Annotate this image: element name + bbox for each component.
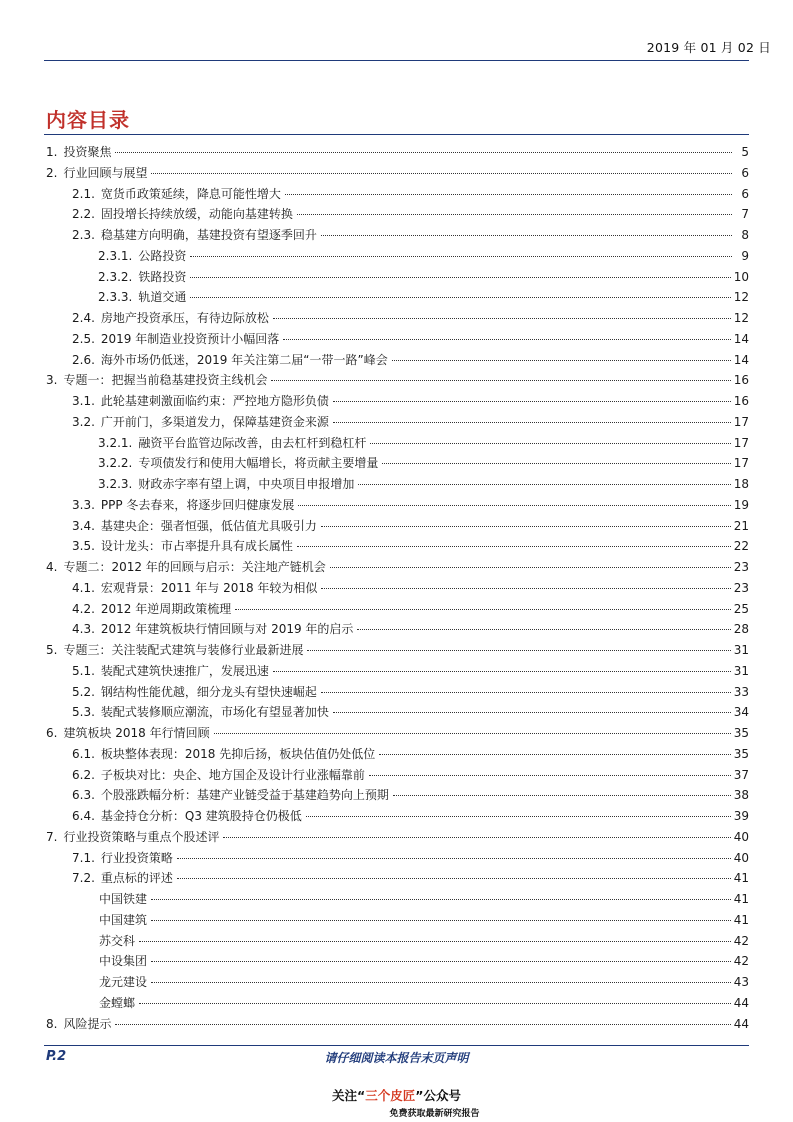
toc-dot-leader	[115, 152, 732, 153]
toc-entry-title: 中国铁建	[99, 892, 148, 906]
toc-entry-page: 6	[741, 165, 749, 180]
toc-entry-page: 42	[733, 954, 749, 969]
toc-entry[interactable]	[44, 578, 749, 599]
toc-entry-page: 37	[733, 767, 749, 782]
toc-entry-number: 2.3.	[72, 228, 95, 242]
toc-dot-leader	[235, 609, 730, 610]
toc-entry-page: 39	[733, 809, 749, 823]
toc-entry-title: 金螳螂	[99, 995, 136, 1010]
toc-entry-number: 2.3.3.	[98, 290, 133, 305]
toc-entry[interactable]	[44, 889, 749, 910]
toc-entry-title: 行业投资策略	[100, 850, 173, 865]
toc-entry-title: 财政赤字率有望上调，中央项目申报增加	[138, 477, 355, 491]
toc-entry-number: 6.4.	[72, 809, 95, 823]
toc-dot-leader	[330, 567, 731, 568]
toc-entry-number: 3.2.2.	[98, 456, 133, 471]
toc-dot-leader	[307, 650, 730, 651]
toc-entry-page: 7	[741, 207, 749, 222]
toc-entry[interactable]	[44, 142, 749, 163]
toc-dot-leader	[285, 194, 732, 195]
toc-entry-title: 轨道交通	[138, 290, 187, 305]
toc-dot-leader	[151, 982, 731, 983]
toc-entry[interactable]	[44, 536, 749, 557]
toc-entry-number: 7.2.	[72, 871, 95, 886]
toc-dot-leader	[177, 858, 731, 859]
toc-entry-page: 22	[733, 539, 749, 554]
toc-dot-leader	[357, 629, 730, 630]
toc-entry-number: 2.3.2.	[98, 269, 133, 284]
toc-entry-title: 装配式建筑快速推广，发展迅速	[100, 663, 269, 678]
toc-entry-number: 3.3.	[72, 497, 95, 512]
toc-entry-page: 35	[733, 746, 749, 761]
toc-entry-title: 基金持仓分析：Q3 建筑股持仓仍极低	[100, 809, 302, 823]
toc-entry-title: 2019 年制造业投资预计小幅回落	[100, 331, 280, 346]
toc-entry[interactable]	[44, 391, 749, 412]
toc-entry-page: 9	[741, 248, 749, 263]
toc-dot-leader	[151, 920, 731, 921]
footer-divider	[44, 1045, 749, 1046]
toc-entry[interactable]	[44, 246, 749, 267]
report-date: 2019 年 01 月 02 日	[646, 40, 771, 55]
toc-entry-page: 21	[733, 518, 749, 533]
toc-entry-page: 41	[733, 892, 749, 906]
toc-entry[interactable]	[44, 640, 749, 661]
toc-entry-number: 6.	[46, 726, 58, 740]
toc-entry[interactable]	[44, 495, 749, 516]
toc-entry-page: 17	[733, 456, 749, 471]
toc-entry-title: 中设集团	[99, 954, 148, 969]
toc-entry-title: 专题二：2012 年的回顾与启示：关注地产链机会	[63, 560, 326, 574]
toc-entry-page: 44	[733, 1016, 749, 1031]
toc-entry-number: 3.2.3.	[98, 477, 133, 491]
toc-entry-number: 3.5.	[72, 539, 95, 554]
toc-entry-page: 23	[733, 580, 749, 595]
toc-entry[interactable]	[44, 557, 749, 578]
toc-entry-number: 2.	[46, 165, 58, 180]
table-of-contents	[44, 142, 749, 1034]
toc-entry[interactable]	[44, 308, 749, 329]
toc-entry-page: 43	[733, 975, 749, 989]
disclaimer-text: 请仔细阅读本报告末页声明	[324, 1051, 469, 1065]
toc-dot-leader	[297, 214, 732, 215]
toc-entry-number: 4.1.	[72, 580, 95, 595]
toc-dot-leader	[393, 795, 731, 796]
toc-entry-number: 6.3.	[72, 788, 95, 803]
toc-entry-page: 42	[733, 933, 749, 948]
toc-dot-leader	[333, 712, 731, 713]
page-number: P.2	[46, 1049, 67, 1064]
toc-entry-page: 12	[733, 290, 749, 305]
watermark-highlight: 三个皮匠	[365, 1088, 416, 1103]
toc-entry[interactable]	[44, 329, 749, 350]
toc-entry[interactable]	[44, 619, 749, 640]
toc-dot-leader	[273, 318, 731, 319]
toc-dot-leader	[321, 588, 730, 589]
toc-entry[interactable]	[44, 682, 749, 703]
watermark-subline: 免费获取最新研究报告	[389, 1109, 480, 1119]
toc-entry-page: 18	[733, 477, 749, 491]
toc-entry-title: 苏交科	[99, 933, 136, 948]
toc-entry-number: 5.	[46, 643, 58, 657]
toc-dot-leader	[190, 297, 730, 298]
toc-entry-title: 2012 年逆周期政策梳理	[100, 601, 232, 616]
toc-entry-title: 此轮基建刺激面临约束：严控地方隐形负债	[100, 394, 329, 408]
toc-dot-leader	[369, 775, 731, 776]
toc-dot-leader	[382, 463, 730, 464]
toc-dot-leader	[139, 1003, 731, 1004]
toc-entry-page: 8	[741, 228, 749, 242]
toc-entry-title: 个股涨跌幅分析：基建产业链受益于基建趋势向上预期	[100, 788, 389, 803]
toc-entry[interactable]	[44, 599, 749, 620]
toc-dot-leader	[283, 339, 730, 340]
toc-entry[interactable]	[44, 287, 749, 308]
toc-entry-number: 3.2.1.	[98, 435, 133, 450]
toc-dot-leader	[321, 526, 731, 527]
toc-entry-page: 16	[733, 394, 749, 408]
toc-dot-leader	[297, 546, 731, 547]
toc-entry[interactable]	[44, 204, 749, 225]
watermark-line	[0, 1086, 793, 1104]
toc-entry-number: 4.2.	[72, 601, 95, 616]
toc-dot-leader	[151, 899, 731, 900]
toc-entry-title: 龙元建设	[99, 975, 148, 989]
toc-entry-number: 7.	[46, 829, 58, 844]
toc-entry-title: 投资聚焦	[63, 145, 112, 159]
toc-entry[interactable]	[44, 433, 749, 454]
toc-entry-title: 房地产投资承压，有待边际放松	[100, 311, 269, 325]
toc-entry-number: 3.1.	[72, 394, 95, 408]
toc-entry-page: 34	[733, 705, 749, 720]
toc-dot-leader	[370, 443, 730, 444]
toc-entry[interactable]	[44, 453, 749, 474]
toc-entry-page: 17	[733, 414, 749, 429]
toc-entry-number: 3.	[46, 373, 58, 388]
toc-entry-title: 行业回顾与展望	[63, 165, 148, 180]
toc-entry-title: 融资平台监管边际改善，由去杠杆到稳杠杆	[138, 435, 367, 450]
toc-dot-leader	[177, 878, 731, 879]
toc-entry-page: 41	[733, 912, 749, 927]
toc-entry[interactable]	[44, 951, 749, 972]
toc-entry[interactable]	[44, 370, 749, 391]
toc-entry-page: 40	[733, 850, 749, 865]
toc-entry-title: 公路投资	[138, 248, 187, 263]
toc-entry[interactable]	[44, 723, 749, 744]
toc-dot-leader	[190, 256, 732, 257]
toc-entry-number: 5.2.	[72, 684, 95, 699]
toc-entry-title: 钢结构性能优越，细分龙头有望快速崛起	[100, 684, 317, 699]
toc-entry-title: 子板块对比：央企、地方国企及设计行业涨幅靠前	[100, 767, 365, 782]
toc-entry-title: 装配式装修顺应潮流，市场化有望显著加快	[100, 705, 329, 720]
toc-entry-page: 31	[733, 643, 749, 657]
toc-entry-title: 风险提示	[63, 1016, 112, 1031]
toc-entry-page: 19	[733, 497, 749, 512]
watermark-prefix: 关注“	[332, 1088, 366, 1103]
toc-entry-number: 8.	[46, 1016, 58, 1031]
toc-entry[interactable]	[44, 702, 749, 723]
toc-entry-title: 铁路投资	[138, 269, 187, 284]
toc-entry-number: 2.3.1.	[98, 248, 133, 263]
toc-entry-page: 17	[733, 435, 749, 450]
toc-entry-title: 固投增长持续放缓，动能向基建转换	[100, 207, 293, 222]
toc-entry-title: 专题一：把握当前稳基建投资主线机会	[63, 373, 268, 388]
toc-entry[interactable]	[44, 661, 749, 682]
toc-entry-title: 设计龙头：市占率提升具有成长属性	[100, 539, 293, 554]
toc-entry-page: 38	[733, 788, 749, 803]
toc-entry-title: 海外市场仍低迷，2019 年关注第二届“一带一路”峰会	[100, 352, 388, 367]
toc-entry-page: 6	[741, 186, 749, 201]
toc-entry[interactable]	[44, 225, 749, 246]
toc-dot-leader	[139, 941, 731, 942]
toc-entry-page: 31	[733, 663, 749, 678]
toc-entry-page: 10	[733, 269, 749, 284]
toc-entry-number: 5.1.	[72, 663, 95, 678]
toc-entry-page: 25	[733, 601, 749, 616]
toc-entry-title: 稳基建方向明确，基建投资有望逐季回升	[100, 228, 317, 242]
toc-title: 内容目录	[46, 108, 130, 132]
toc-entry[interactable]	[44, 827, 749, 848]
toc-entry-number: 7.1.	[72, 850, 95, 865]
toc-entry-title: 板块整体表现：2018 先抑后扬，板块估值仍处低位	[100, 746, 376, 761]
toc-entry[interactable]	[44, 1014, 749, 1035]
toc-entry[interactable]	[44, 910, 749, 931]
toc-entry[interactable]	[44, 163, 749, 184]
toc-entry-page: 5	[741, 145, 749, 159]
toc-entry-number: 5.3.	[72, 705, 95, 720]
toc-entry-page: 40	[733, 829, 749, 844]
toc-entry[interactable]	[44, 412, 749, 433]
toc-entry[interactable]	[44, 267, 749, 288]
toc-entry-page: 33	[733, 684, 749, 699]
toc-dot-leader	[190, 277, 730, 278]
toc-dot-leader	[214, 733, 731, 734]
toc-entry[interactable]	[44, 806, 749, 827]
toc-entry-number: 4.	[46, 560, 58, 574]
toc-entry[interactable]	[44, 516, 749, 537]
toc-dot-leader	[321, 692, 731, 693]
toc-entry-page: 28	[733, 622, 749, 637]
toc-entry-page: 23	[733, 560, 749, 574]
toc-dot-leader	[151, 173, 732, 174]
title-divider	[44, 134, 749, 135]
toc-dot-leader	[151, 961, 731, 962]
toc-entry[interactable]	[44, 184, 749, 205]
toc-entry[interactable]	[44, 931, 749, 952]
toc-dot-leader	[333, 401, 731, 402]
toc-entry-title: 专题三：关注装配式建筑与装修行业最新进展	[63, 643, 304, 657]
toc-entry[interactable]	[44, 744, 749, 765]
toc-entry-page: 41	[733, 871, 749, 886]
toc-entry-number: 3.2.	[72, 414, 95, 429]
toc-entry-title: PPP 冬去春来，将逐步回归健康发展	[100, 497, 295, 512]
toc-entry-title: 2012 年建筑板块行情回顾与对 2019 年的启示	[100, 622, 354, 637]
toc-entry-page: 44	[733, 995, 749, 1010]
toc-dot-leader	[271, 380, 730, 381]
toc-entry-title: 宽货币政策延续，降息可能性增大	[100, 186, 281, 201]
toc-entry-title: 基建央企：强者恒强，低估值尤具吸引力	[100, 518, 317, 533]
toc-entry[interactable]	[44, 350, 749, 371]
toc-entry-number: 4.3.	[72, 622, 95, 637]
toc-entry[interactable]	[44, 868, 749, 889]
toc-entry-title: 行业投资策略与重点个股述评	[63, 829, 220, 844]
toc-entry-page: 14	[733, 352, 749, 367]
header-divider	[44, 60, 749, 61]
toc-dot-leader	[333, 422, 731, 423]
toc-entry-page: 35	[733, 726, 749, 740]
toc-entry-number: 2.2.	[72, 207, 95, 222]
toc-entry-number: 2.6.	[72, 352, 95, 367]
toc-entry[interactable]	[44, 972, 749, 993]
toc-dot-leader	[392, 360, 731, 361]
toc-entry-number: 2.5.	[72, 331, 95, 346]
toc-entry-title: 宏观背景：2011 年与 2018 年较为相似	[100, 580, 318, 595]
toc-entry-number: 1.	[46, 145, 58, 159]
toc-entry-number: 6.1.	[72, 746, 95, 761]
toc-dot-leader	[223, 837, 730, 838]
toc-entry[interactable]	[44, 474, 749, 495]
toc-entry-page: 14	[733, 331, 749, 346]
toc-entry[interactable]	[44, 848, 749, 869]
toc-dot-leader	[321, 235, 732, 236]
toc-entry-number: 2.1.	[72, 186, 95, 201]
toc-entry[interactable]	[44, 785, 749, 806]
toc-entry-title: 专项债发行和使用大幅增长，将贡献主要增量	[138, 456, 379, 471]
toc-entry-page: 16	[733, 373, 749, 388]
toc-entry[interactable]	[44, 993, 749, 1014]
toc-entry-number: 6.2.	[72, 767, 95, 782]
toc-entry-title: 重点标的评述	[100, 871, 173, 886]
toc-entry-number: 3.4.	[72, 518, 95, 533]
toc-dot-leader	[358, 484, 730, 485]
toc-dot-leader	[298, 505, 730, 506]
toc-entry-number: 2.4.	[72, 311, 95, 325]
toc-entry-title: 广开前门，多渠道发力，保障基建资金来源	[100, 414, 329, 429]
toc-entry[interactable]	[44, 765, 749, 786]
toc-entry-page: 12	[733, 311, 749, 325]
toc-dot-leader	[273, 671, 731, 672]
toc-dot-leader	[379, 754, 730, 755]
toc-entry-title: 中国建筑	[99, 912, 148, 927]
watermark-suffix: ”公众号	[415, 1088, 461, 1103]
toc-dot-leader	[306, 816, 731, 817]
toc-entry-title: 建筑板块 2018 年行情回顾	[63, 726, 210, 740]
toc-dot-leader	[115, 1024, 730, 1025]
